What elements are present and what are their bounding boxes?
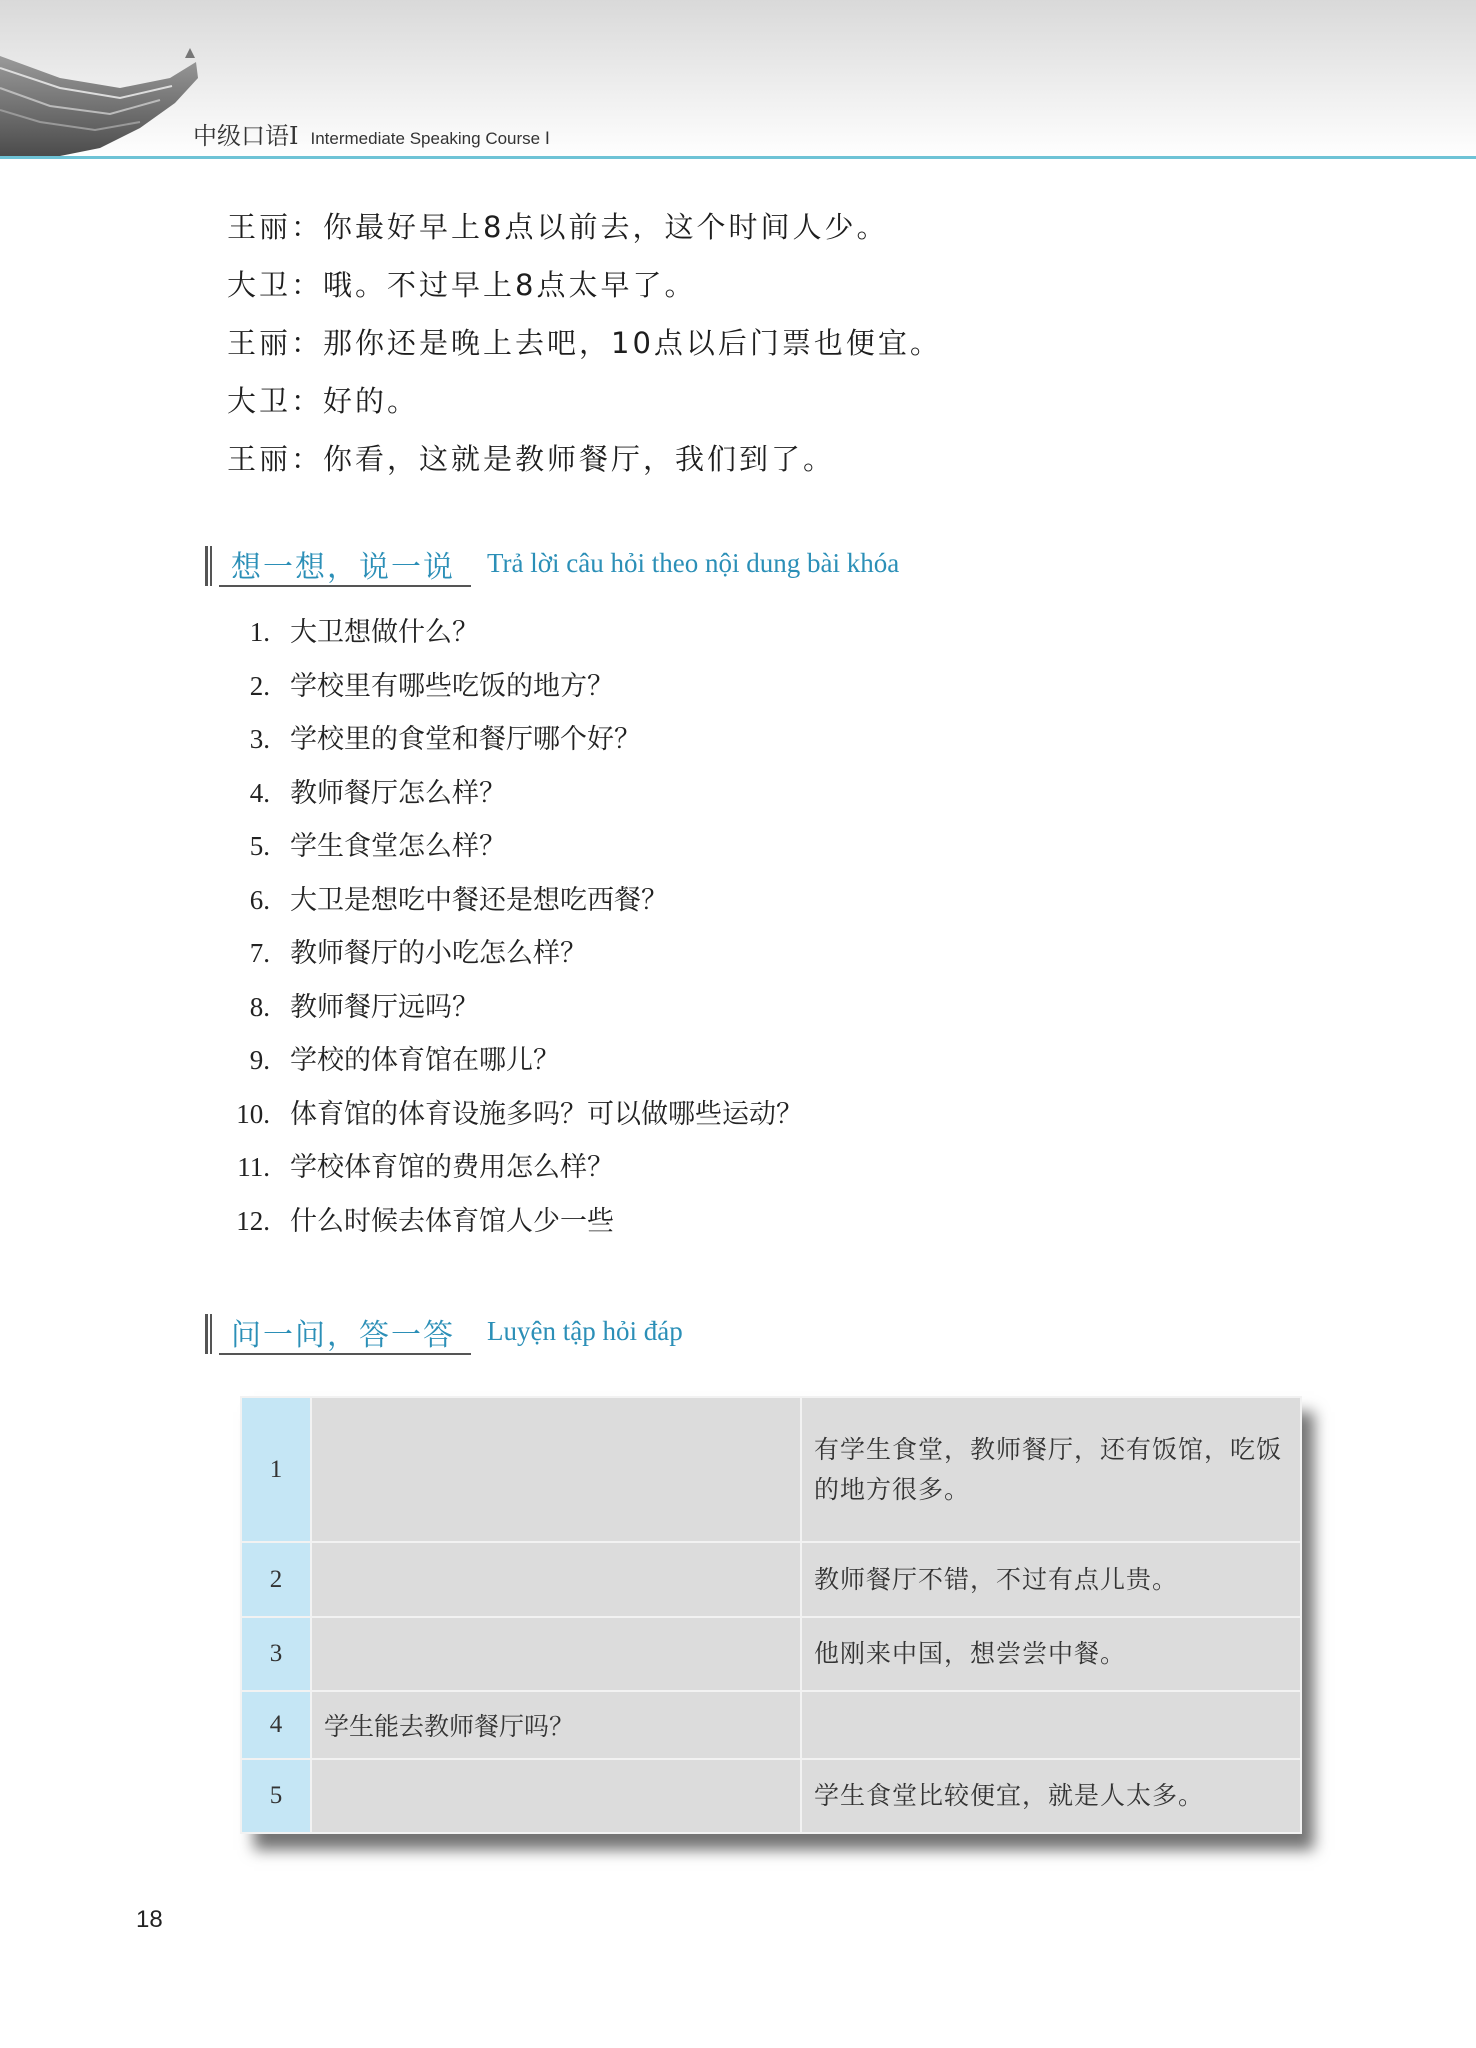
dialogue-line: 大卫：哦。不过早上8点太早了。 [227,268,697,302]
question-list [228,606,1328,1248]
question-cell: 学生能去教师餐厅吗？ [311,1691,801,1758]
question-text: 大卫是想吃中餐还是想吃西餐？ [290,884,668,916]
question-number: 6. [249,884,270,915]
question-number: 12. [236,1205,270,1236]
heading-underline [219,585,471,587]
question-number: 7. [249,938,270,968]
list-item [228,713,1328,767]
section-title-zh: 问一问，答一答 [231,1318,455,1353]
header-divider [0,156,1476,159]
dialogue-line: 王丽：那你还是晚上去吧，10点以后门票也便宜。 [227,326,942,360]
question-text: 体育馆的体育设施多吗？可以做哪些运动？ [290,1098,803,1130]
answer-cell [801,1691,1301,1758]
question-text: 教师餐厅的小吃怎么样？ [290,938,587,969]
list-item [228,1195,1328,1249]
answer-cell: 他刚来中国，想尝尝中餐。 [801,1617,1301,1691]
roof-eaves-illustration [0,48,200,158]
section-title-vi: Luyện tập hỏi đáp [487,1316,683,1346]
question-cell [311,1397,801,1542]
list-item [228,874,1328,928]
section-title-vi: Trả lời câu hỏi theo nội dung bài khóa [487,548,900,578]
question-text: 学校体育馆的费用怎么样？ [290,1152,614,1183]
question-number: 3. [249,724,270,754]
row-number: 2 [241,1542,311,1616]
qa-table-container [240,1396,1300,1834]
list-item [228,1088,1328,1142]
page-header [0,0,1476,160]
question-text: 教师餐厅远吗？ [290,991,479,1023]
row-number: 1 [241,1397,311,1542]
question-text: 学校里的食堂和餐厅哪个好？ [290,724,641,755]
qa-table [240,1396,1302,1834]
row-number: 5 [241,1759,311,1833]
question-number: 4. [249,777,270,808]
heading-underline [219,1353,471,1355]
answer-cell: 有学生食堂，教师餐厅，还有饭馆，吃饭的地方很多。 [801,1397,1301,1542]
table-row [241,1759,1301,1833]
table-row [241,1691,1301,1758]
list-item [228,606,1328,660]
question-text: 大卫想做什么？ [290,617,479,648]
list-item [228,1141,1328,1195]
question-text: 学生食堂怎么样？ [290,831,506,862]
question-number: 1. [249,617,270,647]
section-title-zh: 想一想，说一说 [231,550,455,585]
question-number: 8. [249,991,270,1022]
question-number: 5. [249,831,270,861]
question-text: 教师餐厅怎么样？ [290,777,506,809]
question-cell [311,1759,801,1833]
answer-cell: 教师餐厅不错，不过有点儿贵。 [801,1542,1301,1616]
heading-bar [205,546,212,586]
question-number: 10. [236,1098,270,1129]
dialogue-line: 王丽：你最好早上8点以前去，这个时间人少。 [227,210,889,244]
question-cell [311,1542,801,1616]
answer-cell: 学生食堂比较便宜，就是人太多。 [801,1759,1301,1833]
question-text: 学校的体育馆在哪儿？ [290,1045,560,1076]
list-item [228,1034,1328,1088]
question-text: 学校里有哪些吃饭的地方？ [290,670,614,702]
table-row [241,1617,1301,1691]
dialogue-line: 王丽：你看，这就是教师餐厅，我们到了。 [227,442,836,476]
list-item [228,927,1328,981]
page-number: 18 [136,1906,163,1933]
list-item [228,981,1328,1035]
course-title [193,116,550,151]
question-cell [311,1617,801,1691]
list-item [228,660,1328,714]
question-number: 11. [237,1152,270,1182]
course-title-en: Intermediate Speaking Course Ⅰ [310,129,550,148]
course-title-zh: 中级口语Ⅰ [193,122,299,150]
list-item [228,767,1328,821]
table-row [241,1542,1301,1616]
question-number: 2. [249,670,270,701]
dialogue-block [227,198,1327,488]
question-text: 什么时候去体育馆人少一些 [290,1205,614,1237]
row-number: 3 [241,1617,311,1691]
table-row [241,1397,1301,1542]
question-number: 9. [249,1045,270,1075]
heading-bar [205,1314,212,1354]
list-item [228,820,1328,874]
dialogue-line: 大卫：好的。 [227,384,420,418]
row-number: 4 [241,1691,311,1758]
